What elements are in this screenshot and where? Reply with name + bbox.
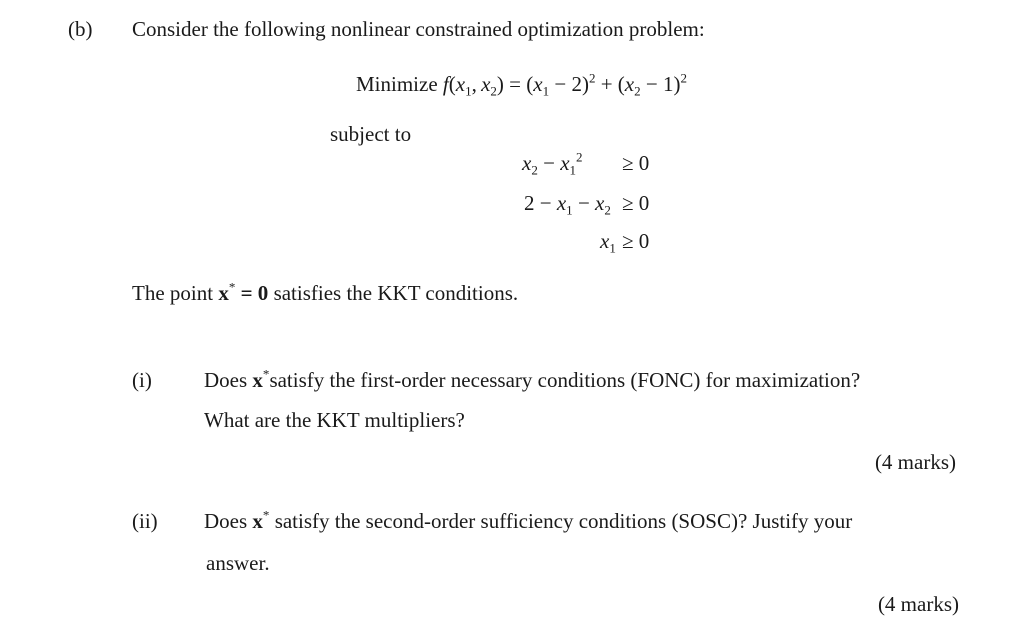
- constraint-3: [600, 229, 616, 254]
- const: 2: [571, 72, 582, 96]
- question-i-label: (i): [132, 368, 152, 392]
- objective-lead: Minimize: [356, 72, 438, 96]
- vector-x: x: [218, 281, 229, 305]
- exponent: 2: [680, 70, 687, 86]
- constraint-1-rhs: ≥ 0: [622, 151, 650, 175]
- exponent: 2: [576, 149, 583, 165]
- exponent: 2: [588, 70, 596, 86]
- subject-to: subject to: [330, 122, 412, 146]
- vector-x: x: [252, 509, 263, 533]
- index: 1: [566, 202, 573, 218]
- question-i-marks: (4 marks): [874, 450, 956, 474]
- var-x: x: [522, 151, 532, 175]
- const: 1: [662, 72, 674, 96]
- constraint-2: $2 - x_1 - x_2$: [524, 191, 611, 218]
- objective-func: f: [442, 72, 449, 96]
- var-x: x: [455, 72, 466, 96]
- index: 1: [542, 83, 550, 99]
- index: 1: [569, 162, 577, 178]
- part-label: (b): [68, 17, 93, 41]
- q1-pre: Does: [204, 368, 248, 392]
- var-x: x: [533, 72, 543, 96]
- point-eq: = 0: [240, 281, 269, 305]
- index: 2: [604, 202, 611, 218]
- var-x: x: [624, 72, 635, 96]
- point-post: satisfies the KKT conditions.: [273, 281, 519, 305]
- objective-line: Minimize $f(x_1$, $x_2) = (x_1 - 2)^2 + (x_2 - 1)^2$: [356, 70, 687, 99]
- index: 2: [634, 83, 641, 99]
- constraint-1: $x_2 - x_1^2$: [522, 149, 583, 178]
- index: 1: [609, 240, 616, 256]
- var-x: x: [560, 151, 570, 175]
- question-ii-marks: (4 marks): [877, 592, 959, 616]
- index: 1: [465, 83, 472, 99]
- var-x: x: [595, 191, 605, 215]
- star: *: [228, 279, 236, 295]
- var-x: x: [556, 191, 567, 215]
- q1-post: satisfy the first-order necessary conditions (FONC) for maximization?: [269, 368, 861, 392]
- q2-post: satisfy the second-order sufficiency conditions (SOSC)? Justify your: [274, 509, 853, 533]
- star: *: [262, 366, 270, 382]
- const: 2: [524, 191, 535, 215]
- index: 2: [490, 83, 497, 99]
- constraint-2-rhs: ≥ 0: [622, 191, 650, 215]
- star: *: [262, 507, 270, 523]
- var-x: x: [481, 72, 491, 96]
- question-ii-label: (ii): [132, 509, 158, 533]
- question-i-line2: What are the KKT multipliers?: [204, 408, 465, 432]
- var-x: x: [600, 229, 610, 253]
- point-statement: [132, 281, 518, 306]
- question-i-line1: [204, 368, 860, 393]
- vector-x: x: [252, 368, 263, 392]
- question-ii-line1: [204, 509, 852, 534]
- problem-intro: Consider the following nonlinear constrained optimization problem:: [132, 17, 705, 41]
- question-ii-line2: answer.: [206, 551, 270, 575]
- index: 2: [531, 162, 538, 178]
- point-pre: The point: [132, 281, 214, 305]
- constraint-3-rhs: ≥ 0: [622, 229, 650, 253]
- q2-pre: Does: [204, 509, 248, 533]
